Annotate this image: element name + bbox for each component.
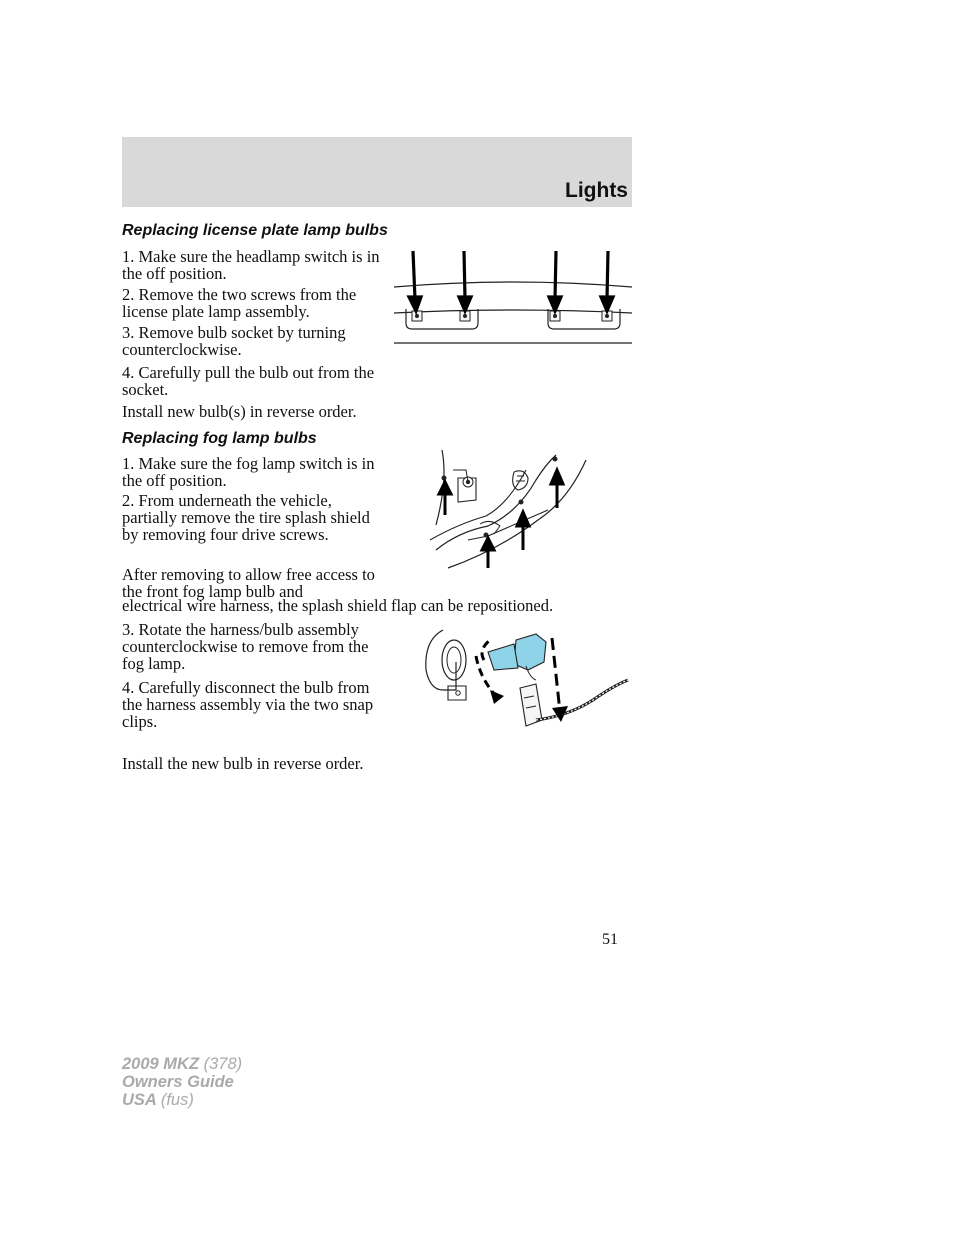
footer-guide-line: Owners Guide <box>122 1073 234 1091</box>
license-install-note: Install new bulb(s) in reverse order. <box>122 402 357 421</box>
fog-step-2: 2. From underneath the vehicle, partially remove the tire splash shield by removing four drive screws. <box>122 491 370 544</box>
license-step-1: 1. Make sure the headlamp switch is in the off position. <box>122 247 380 283</box>
fog-lamp-bulb-illustration <box>418 620 633 750</box>
footer-market-code: (fus) <box>160 1091 194 1109</box>
license-plate-heading: Replacing license plate lamp bulbs <box>122 222 388 239</box>
fog-step-4: 4. Carefully disconnect the bulb from the harness assembly via the two snap clips. <box>122 678 374 731</box>
license-step-3: 3. Remove bulb socket by turning counterclockwise. <box>122 323 346 359</box>
footer-market-line <box>122 1091 242 1109</box>
license-plate-lamp-illustration <box>392 245 634 350</box>
footer-model-code: (378) <box>203 1055 243 1073</box>
fog-install-note: Install the new bulb in reverse order. <box>122 754 364 773</box>
section-title: Lights <box>565 179 628 202</box>
footer-model-line <box>122 1055 242 1073</box>
fog-lamp-heading: Replacing fog lamp bulbs <box>122 430 317 447</box>
footer-market: USA <box>122 1091 157 1109</box>
license-step-4: 4. Carefully pull the bulb out from the socket. <box>122 363 375 399</box>
license-step-2: 2. Remove the two screws from the license plate lamp assembly. <box>122 285 357 321</box>
splash-shield-screws-illustration <box>428 440 593 570</box>
fog-after-removing-line-1: After removing to allow free access to the front fog lamp bulb and <box>122 565 375 601</box>
footer-model: 2009 MKZ <box>122 1055 200 1073</box>
page-number: 51 <box>602 931 618 948</box>
fog-step-3: 3. Rotate the harness/bulb assembly counterclockwise to remove from the fog lamp. <box>122 620 369 673</box>
fog-after-removing-line-2: electrical wire harness, the splash shield flap can be repositioned. <box>122 596 554 615</box>
fog-step-1: 1. Make sure the fog lamp switch is in the off position. <box>122 454 375 490</box>
document-footer <box>122 1055 242 1109</box>
section-header-band <box>122 137 632 207</box>
